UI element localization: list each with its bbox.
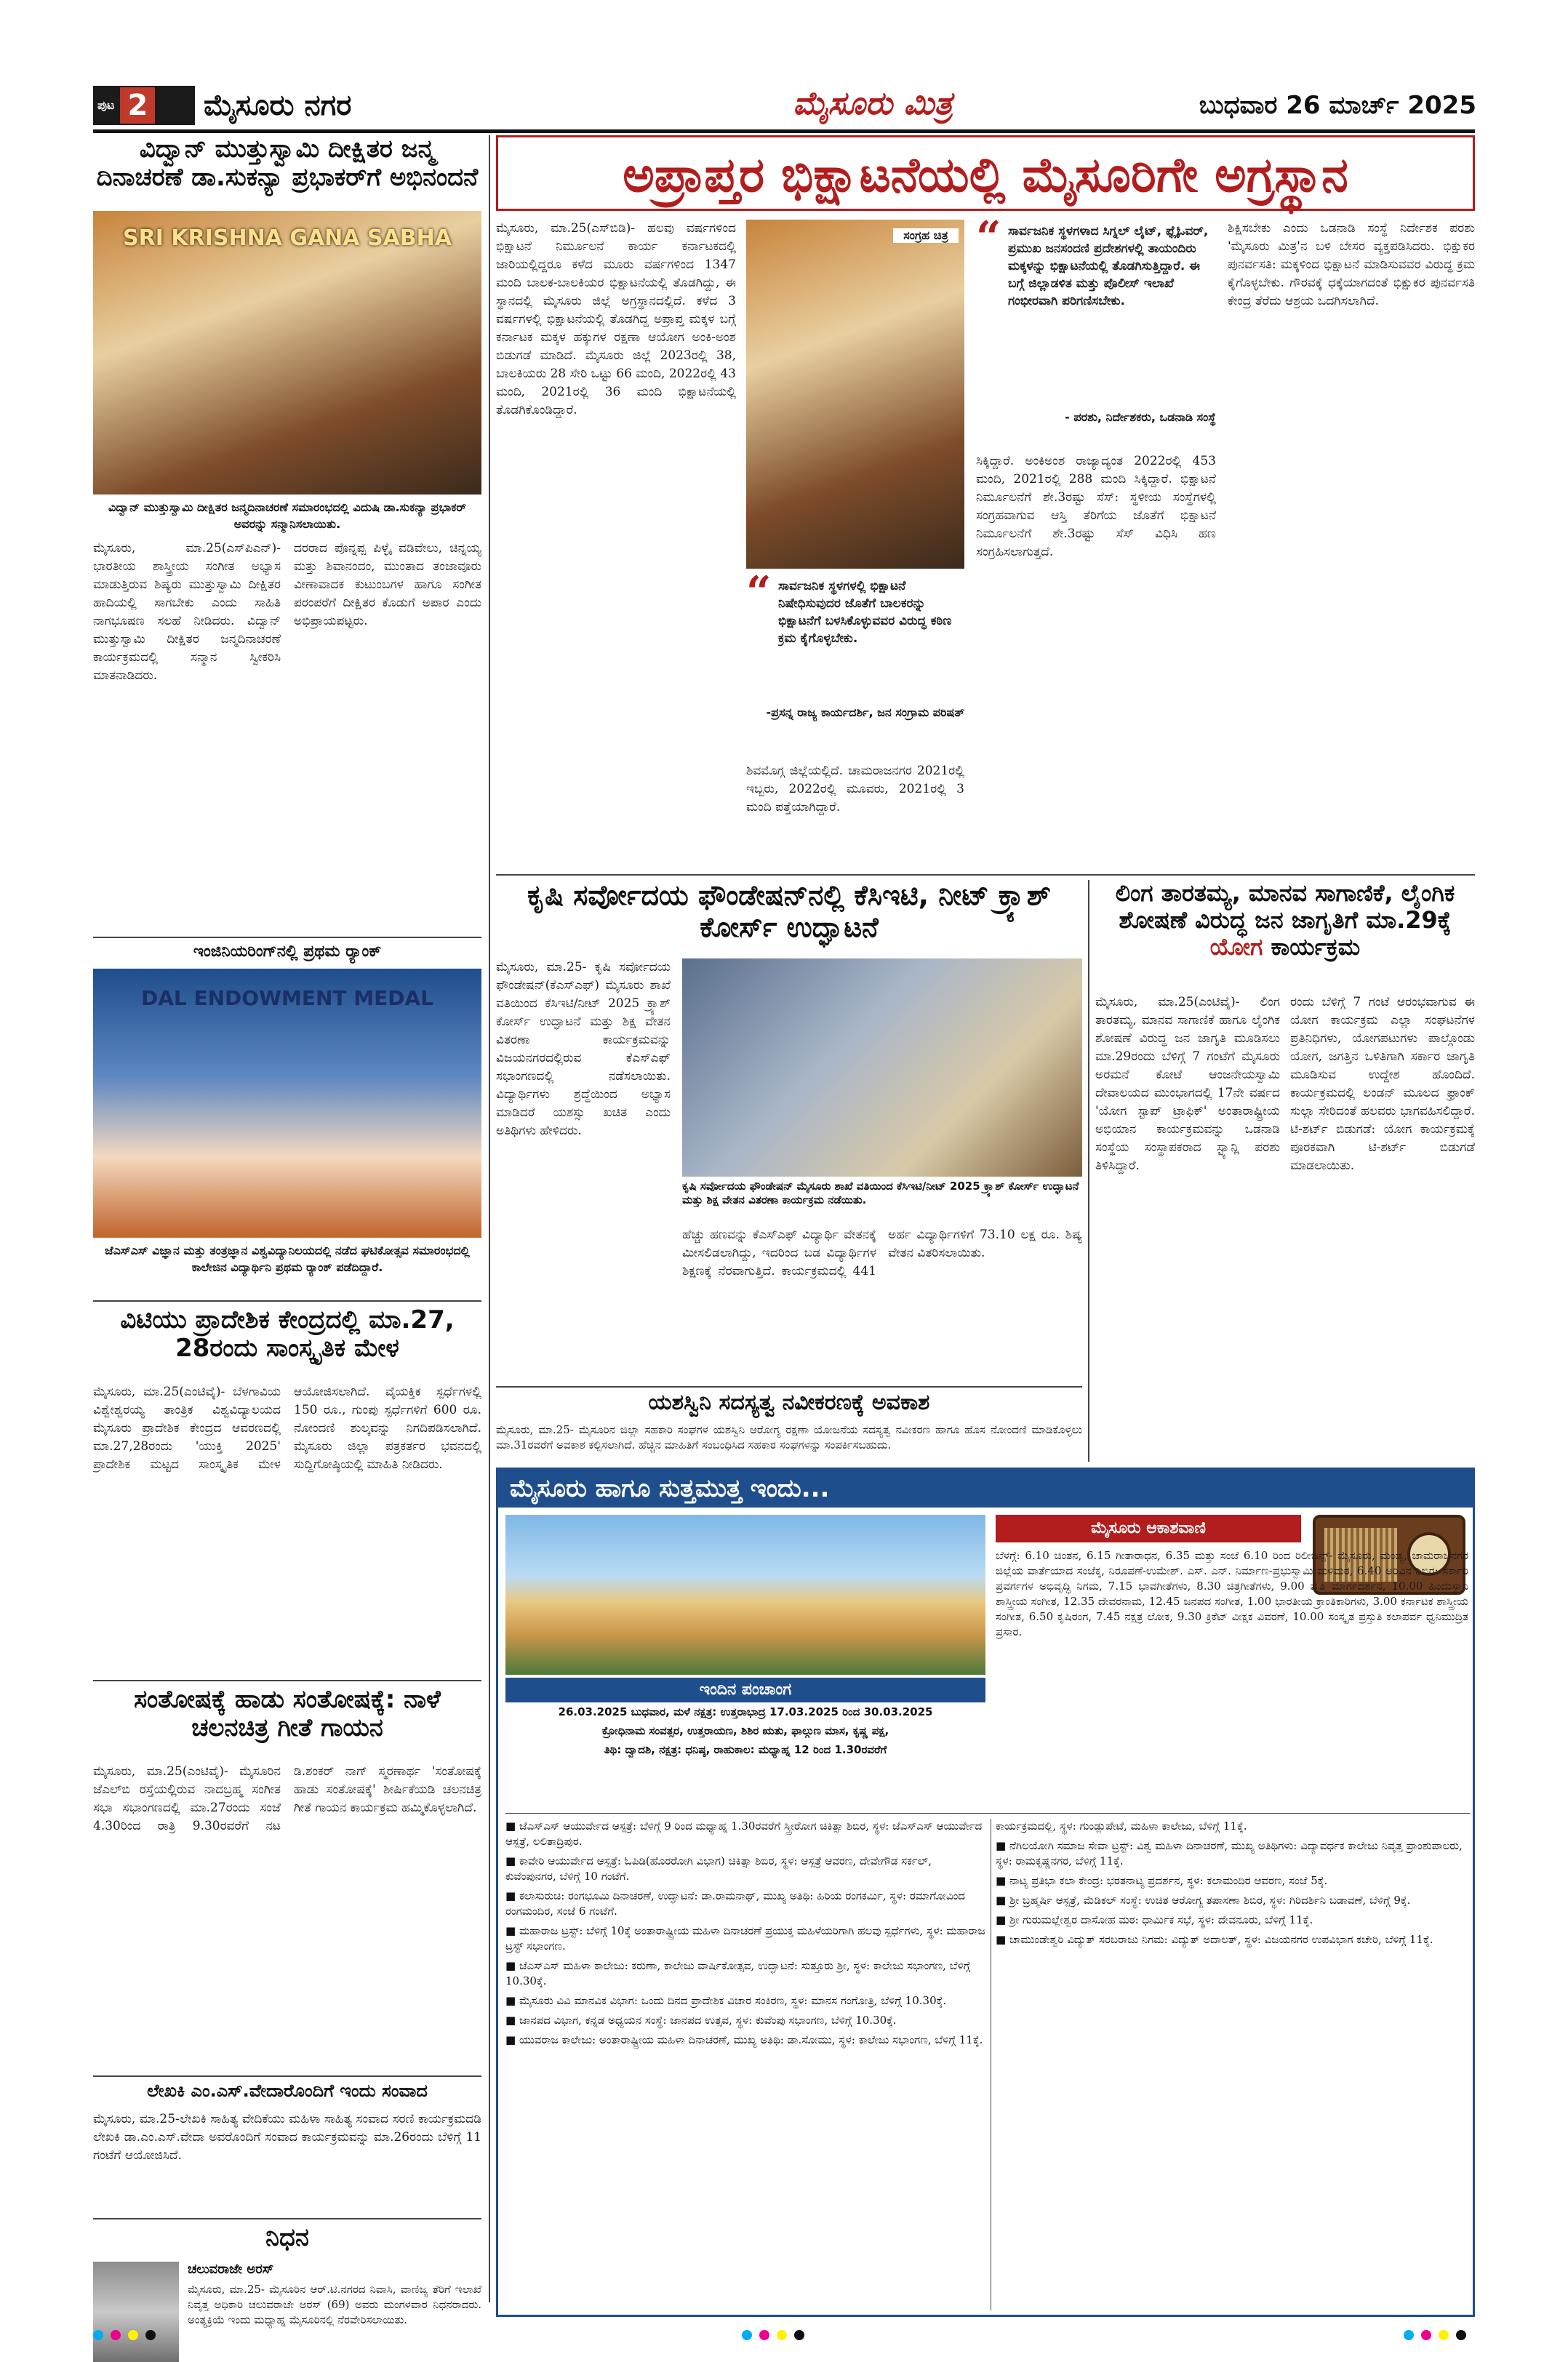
mid-story2-text: ಮೈಸೂರು, ಮಾ.25- ಮೈಸೂರಿನ ಜಿಲ್ಲಾ ಸಹಕಾರಿ ಸಂಘಗಳ ಯಶಸ್ವಿನಿ ಆರೋಗ್ಯ ರಕ್ಷಣಾ ಯೋಜನೆಯ ಸದಸ್ಯತ್ವ ನವೀಕರಣ ಹಾಗೂ ಹೊಸ ನೋಂದಣಿ ಮಾಡಿಕೊಳ್ಳಲು ಮಾ.31ರವರೆಗೆ ಅವಕಾಶ ಕಲ್ಪಿಸಲಾಗಿದೆ. ಹೆಚ್ಚಿನ ಮಾಹಿತಿಗೆ ಸಂಬಂಧಿಸಿದ ಸಹಕಾರ ಸಂಘಗಳನ್ನು ಸಂಪರ್ಕಿಸಬಹುದು. (496, 1423, 1082, 1452)
lead-headline: ಅಪ್ರಾಪ್ತರ ಭಿಕ್ಷಾಟನೆಯಲ್ಲಿ ಮೈಸೂರಿಗೇ ಅಗ್ರಸ್ಥಾನ (496, 135, 1475, 211)
registration-marks-left (93, 2330, 156, 2340)
masthead: ಮೈಸೂರು ಮಿತ್ರ (793, 85, 953, 122)
registration-marks-center (742, 2330, 804, 2340)
event-item: ■ ಮೈಸೂರು ವಿವಿ ಮಾನವಿಕ ವಿಭಾಗ: ಒಂದು ದಿನದ ಪ್ರಾದೇಶಿಕ ವಿಚಾರ ಸಂಕಿರಣ, ಸ್ಥಳ: ಮಾನಸ ಗಂಗೋತ್ರಿ, ಬೆಳಿಗ್ಗೆ 10.30ಕ್ಕೆ. (505, 1994, 947, 2007)
right-story-text-b: ರಂದು ಬೆಳಿಗ್ಗೆ 7 ಗಂಟೆ ಆರಂಭವಾಗುವ ಈ ಯೋಗ ಕಾರ್ಯಕ್ರಮ ಎಲ್ಲಾ ಸಂಘಟನೆಗಳ ಪ್ರತಿನಿಧಿಗಳು, ಯೋಗಪಟುಗಳು ಪಾಲ್ಗೊಂಡು ಯೋಗ, ಜಗತ್ತಿನ ಒಳಿತಿಗಾಗಿ ಸರ್ಕಾರ ಜಾಗೃತಿ ಮೂಡಿಸುವ ಉದ್ದೇಶ ಹೊಂದಿದೆ. ಕಾರ್ಯಕ್ರಮದಲ್ಲಿ ಲಂಡನ್ ಮೂಲದ ಫ್ರಾಂಕ್ ಸುಲ್ಲಾ ಸೇರಿದಂತೆ ಹಲವರು ಭಾಗವಹಿಸಲಿದ್ದಾರೆ. ಟಿ-ಶರ್ಟ್ ಬಿಡುಗಡೆ: ಯೋಗ ಕಾರ್ಯಕ್ರಮಕ್ಕೆ ಪೂರಕವಾಗಿ ಟಿ-ಶರ್ಟ್ ಬಿಡುಗಡೆ ಮಾಡಲಾಯಿತು. (1290, 995, 1475, 1173)
story1-photo (93, 211, 481, 495)
col1-rule-1 (93, 937, 481, 938)
story2-photo-banner: DAL ENDOWMENT MEDAL (140, 986, 433, 1010)
column-divider-2 (1088, 880, 1089, 1462)
page-label: ಪುಟ (97, 98, 115, 112)
panchanga-line-2: ಕ್ರೋಧಿನಾಮ ಸಂವತ್ಸರ, ಉತ್ತರಾಯಣ, ಶಿಶಿರ ಋತು, ಫಾಲ್ಗುಣ ಮಾಸ, ಕೃಷ್ಣ ಪಕ್ಷ, (601, 1724, 889, 1737)
magenta-dot-icon (759, 2330, 769, 2340)
right-column (1095, 880, 1475, 1462)
event-item: ■ ಶ್ರೀ ಗುರುಮಲ್ಲೇಶ್ವರ ದಾಸೋಹ ಮಠ: ಧಾರ್ಮಿಕ ಸಭೆ, ಸ್ಥಳ: ದೇವನೂರು, ಬೆಳಿಗ್ಗೆ 11ಕ್ಕೆ. (996, 1913, 1313, 1926)
lead-quote1-attr: -ಪ್ರಸನ್ನ ರಾಜ್ಯ ಕಾರ್ಯದರ್ಶಿ, ಜನ ಸಂಗ್ರಾಮ ಪರಿಷತ್ (766, 705, 964, 719)
yellow-dot-icon (1439, 2330, 1449, 2340)
header-rule (93, 129, 1475, 133)
mid-left-column (496, 880, 1082, 1462)
lead-story (496, 135, 1475, 870)
registration-marks-right (1404, 2330, 1466, 2340)
lead-quote2-box (976, 212, 1216, 445)
quote-open-icon: “ (746, 567, 772, 618)
mid-story1-text-a: ಮೈಸೂರು, ಮಾ.25- ಕೃಷಿ ಸರ್ವೋದಯ ಫೌಂಡೇಷನ್(ಕೆಎಸ್‌ಎಫ್) ಮೈಸೂರು ಶಾಖೆ ವತಿಯಿಂದ ಕೆಸಿಇಟಿ/ನೀಟ್ 2025 ಕ್ರ್ಯಾಶ್ ಕೋರ್ಸ್ ಉದ್ಘಾಟನೆ ಮತ್ತು ಶಿಕ್ಷ ವೇತನ ವಿತರಣಾ ಕಾರ್ಯಕ್ರಮವನ್ನು ವಿಜಯನಗರದಲ್ಲಿರುವ ಕೆಎಸ್‌ಎಫ್ ಸಭಾಂಗಣದಲ್ಲಿ ನಡೆಸಲಾಯಿತು. ವಿದ್ಯಾರ್ಥಿಗಳು ಶ್ರದ್ಧೆಯಿಂದ ಅಭ್ಯಾಸ ಮಾಡಿದರೆ ಯಶಸ್ಸು ಖಚಿತ ಎಂದು ಅತಿಥಿಗಳು ಹೇಳಿದರು. (496, 960, 671, 1138)
today-inner-rule (505, 1813, 1470, 1814)
event-item: ■ ಚಾಮುಂಡೇಶ್ವರಿ ವಿದ್ಯುತ್ ಸರಬರಾಜು ನಿಗಮ: ವಿದ್ಯುತ್ ಅದಾಲತ್, ಸ್ಥಳ: ವಿಜಯನಗರ ಉಪವಿಭಾಗ ಕಚೇರಿ, ಬೆಳಿಗ್ಗೆ 11ಕ್ಕೆ. (996, 1933, 1433, 1946)
lead-text-a: ಮೈಸೂರು, ಮಾ.25(ಎಸ್‌ಬಿಡಿ)- ಹಲವು ವರ್ಷಗಳಿಂದ ಭಿಕ್ಷಾಟನೆ ನಿರ್ಮೂಲನೆ ಕಾರ್ಯ ಕರ್ನಾಟಕದಲ್ಲಿ ಜಾರಿಯಲ್ಲಿದ್ದರೂ ಕಳೆದ ಮೂರು ವರ್ಷಗಳಿಂದ 1347 ಮಂದಿ ಬಾಲಕ-ಬಾಲಕಿಯರ ಭಿಕ್ಷಾಟನೆಯಲ್ಲಿ ತೊಡಗಿದ್ದು, ಈ ಸ್ಥಾನದಲ್ಲಿ ಮೈಸೂರು ಜಿಲ್ಲೆ ಅಗ್ರಸ್ಥಾನದಲ್ಲಿದೆ. ಕಳೆದ 3 ವರ್ಷಗಳಲ್ಲಿ ಭಿಕ್ಷಾಟನೆಯಲ್ಲಿ ತೊಡಗಿದ್ದ ಅಪ್ರಾಪ್ತ ಮಕ್ಕಳ ಬಗ್ಗೆ ಕರ್ನಾಟಕ ಮಕ್ಕಳ ಹಕ್ಕುಗಳ ರಕ್ಷಣಾ ಆಯೋಗ ಅಂಕಿ-ಅಂಶ ಬಿಡುಗಡೆ ಮಾಡಿದೆ. ಮೈಸೂರು ಜಿಲ್ಲೆ 2023ರಲ್ಲಿ 38, ಬಾಲಕಿಯರು 28 ಸೇರಿ ಒಟ್ಟು 66 ಮಂದಿ, 2022ರಲ್ಲಿ 43 ಮಂದಿ, 2021ರಲ್ಲಿ 36 ಮಂದಿ ಭಿಕ್ಷಾಟನೆಯಲ್ಲಿ ತೊಡಗಿಕೊಂಡಿದ್ದಾರೆ. (496, 221, 736, 417)
story5-headline: ಲೇಖಕಿ ಎಂ.ಎಸ್.ವೇದಾರೊಂದಿಗೆ ಇಂದು ಸಂವಾದ (147, 2081, 428, 2101)
event-item: ■ ಶ್ರೀ ಬ್ರಹ್ಮರ್ಷಿ ಆಸ್ಪತ್ರೆ, ಮೆಡಿಕಲ್ ಸಂಸ್ಥೆ: ಉಚಿತ ಆರೋಗ್ಯ ತಪಾಸಣಾ ಶಿಬಿರ, ಸ್ಥಳ: ಗಿರಿದರ್ಶಿನಿ ಬಡಾವಣೆ, ಬೆಳಿಗ್ಗೆ 9ಕ್ಕೆ. (996, 1894, 1411, 1907)
black-dot-icon (794, 2330, 804, 2340)
obituary-name: ಚಲುವರಾಜೇ ಅರಸ್ (188, 2262, 274, 2277)
obituary-headline: ನಿಧನ (265, 2224, 309, 2252)
panchanga-line-1: 26.03.2025 ಬುಧವಾರ, ಮಳೆ ನಕ್ಷತ್ರ: ಉತ್ತರಾಭಾದ್ರ 17.03.2025 ರಿಂದ 30.03.2025 (558, 1705, 933, 1718)
obituary-photo (93, 2262, 179, 2362)
lead-quote1: ಸಾರ್ವಜನಿಕ ಸ್ಥಳಗಳಲ್ಲಿ ಭಿಕ್ಷಾಟನೆ ನಿಷೇಧಿಸುವುದರ ಜೊತೆಗೆ ಬಾಲಕರನ್ನು ಭಿಕ್ಷಾಟನೆಗೆ ಬಳಸಿಕೊಳ್ಳುವವರ ವಿರುದ್ಧ ಕಠಿಣ ಕ್ರಮ ಕೈಗೊಳ್ಳಬೇಕು. (778, 579, 952, 646)
today-box-title: ಮೈಸೂರು ಹಾಗೂ ಸುತ್ತಮುತ್ತ ಇಂದು... (498, 1470, 1473, 1508)
lead-text-d: ಶಿಕ್ಷಿಸಬೇಕು ಎಂದು ಒಡನಾಡಿ ಸಂಸ್ಥೆ ನಿರ್ದೇಶಕ ಪರಶು 'ಮೈಸೂರು ಮಿತ್ರ'ನ ಬಳಿ ಬೇಸರ ವ್ಯಕ್ತಪಡಿಸಿದರು. ಭಿಕ್ಷುಕರ ಪುನರ್ವಸತಿ: ಮಕ್ಕಳಿಂದ ಭಿಕ್ಷಾಟನೆ ಮಾಡಿಸುವವರ ವಿರುದ್ಧ ಕ್ರಮ ಕೈಗೊಳ್ಳಬೇಕು. ಗೌರವಕ್ಕೆ ಧಕ್ಕೆಯಾಗದಂತೆ ಭಿಕ್ಷುಕರ ಪುನರ್ವಸತಿ ಕೇಂದ್ರ ತೆರೆದು ಆಶ್ರಯ ಒದಗಿಸಲಾಗಿದೆ. (1228, 221, 1475, 308)
story3-text: ಮೈಸೂರು, ಮಾ.25(ಎಂಟಿವೈ)- ಬೆಳಗಾವಿಯ ವಿಶ್ವೇಶ್ವರಯ್ಯ ತಾಂತ್ರಿಕ ವಿಶ್ವವಿದ್ಯಾಲಯದ ಮೈಸೂರು ಪ್ರಾದೇಶಿಕ ಕೇಂದ್ರದ ಆವರಣದಲ್ಲಿ ಮಾ.27,28ರಂದು 'ಯುಕ್ತಿ 2025' ಪ್ರಾದೇಶಿಕ ಮಟ್ಟದ ಸಾಂಸ್ಕೃತಿಕ ಮೇಳ ಆಯೋಜಿಸಲಾಗಿದೆ. ವೈಯಕ್ತಿಕ ಸ್ಪರ್ಧೆಗಳಲ್ಲಿ 150 ರೂ., ಗುಂಪು ಸ್ಪರ್ಧೆಗಳಿಗೆ 600 ರೂ. ನೋಂದಣಿ ಶುಲ್ಕವನ್ನು ನಿಗದಿಪಡಿಸಲಾಗಿದೆ. ಮೈಸೂರು ಜಿಲ್ಲಾ ಪತ್ರಕರ್ತರ ಭವನದಲ್ಲಿ ಸುದ್ದಿಗೋಷ್ಠಿಯಲ್ಲಿ ಮಾಹಿತಿ ನೀಡಿದರು. (93, 1385, 481, 1472)
story3-headline: ವಿಟಿಯು ಪ್ರಾದೇಶಿಕ ಕೇಂದ್ರದಲ್ಲಿ ಮಾ.27, 28ರಂದು ಸಾಂಸ್ಕೃತಿಕ ಮೇಳ (120, 1306, 455, 1364)
mid-story1-text-b: ಹೆಚ್ಚು ಹಣವನ್ನು ಕೆಎಸ್‌ಎಫ್ ವಿದ್ಯಾರ್ಥಿ ವೇತನಕ್ಕೆ ಮೀಸಲಿಡಲಾಗಿದ್ದು, ಇದರಿಂದ ಬಡ ವಿದ್ಯಾರ್ಥಿಗಳ ಶಿಕ್ಷಣಕ್ಕೆ ನೆರವಾಗುತ್ತಿದೆ. ಕಾರ್ಯಕ್ರಮದಲ್ಲಿ 441 ಅರ್ಹ ವಿದ್ಯಾರ್ಥಿಗಳಿಗೆ 73.10 ಲಕ್ಷ ರೂ. ಶಿಷ್ಯ ವೇತನ ವಿತರಿಸಲಾಯಿತು. (682, 1228, 1082, 1278)
story4-text: ಮೈಸೂರು, ಮಾ.25(ಎಂಟಿವೈ)- ಮೈಸೂರಿನ ಜೆಎಲ್‌ಬಿ ರಸ್ತೆಯಲ್ಲಿರುವ ನಾದಬ್ರಹ್ಮ ಸಂಗೀತ ಸಭಾ ಸಭಾಂಗಣದಲ್ಲಿ ಮಾ.27ರಂದು ಸಂಜೆ 4.30ರಿಂದ ರಾತ್ರಿ 9.30ರವರೆಗೆ ನಟ ಡಿ.ಶಂಕರ್ ನಾಗ್ ಸ್ಮರಣಾರ್ಥ 'ಸಂತೋಷಕ್ಕೆ ಹಾಡು ಸಂತೋಷಕ್ಕೆ' ಶೀರ್ಷಿಕೆಯಡಿ ಚಲನಚಿತ್ರ ಗೀತೆ ಗಾಯನ ಕಾರ್ಯಕ್ರಮ ಹಮ್ಮಿಕೊಳ್ಳಲಾಗಿದೆ. (93, 1764, 481, 1833)
lead-photo (746, 220, 964, 569)
column-divider-1 (489, 135, 490, 2302)
headline-highlight: ಯೋಗ (1209, 932, 1263, 961)
mid-story1-headline: ಕೃಷಿ ಸರ್ವೋದಯ ಫೌಂಡೇಷನ್‌ನಲ್ಲಿ ಕೆಸಿಇಟಿ, ನೀಟ್ ಕ್ರ್ಯಾಶ್ ಕೋರ್ಸ್ ಉದ್ಘಾಟನೆ (527, 880, 1051, 943)
cyan-dot-icon (1404, 2330, 1414, 2340)
lead-photo-tag: ಸಂಗ್ರಹ ಚಿತ್ರ (893, 228, 959, 243)
story4-headline: ಸಂತೋಷಕ್ಕೆ ಹಾಡು ಸಂತೋಷಕ್ಕೆ: ನಾಳೆ ಚಲನಚಿತ್ರ ಗೀತೆ ಗಾಯನ (134, 1686, 441, 1743)
event-item: ■ ಜೆಎಸ್‌ಎಸ್ ಮಹಿಳಾ ಕಾಲೇಜು: ಕರುಣಾ, ಕಾಲೇಜು ವಾರ್ಷಿಕೋತ್ಸವ, ಉದ್ಘಾಟನೆ: ಸುತ್ತೂರು ಶ್ರೀ, ಸ್ಥಳ: ಕಾಲೇಜು ಸಭಾಂಗಣ, ಬೆಳಿಗ್ಗೆ 10.30ಕ್ಕೆ. (505, 1959, 971, 1987)
lead-bottom-rule (496, 874, 1475, 876)
today-box (496, 1468, 1475, 2317)
event-item: ■ ಮಹಾರಾಜ ಟ್ರಸ್ಟ್: ಬೆಳಿಗ್ಗೆ 10ಕ್ಕೆ ಅಂತಾರಾಷ್ಟ್ರೀಯ ಮಹಿಳಾ ದಿನಾಚರಣೆ ಪ್ರಯುಕ್ತ ಮಹಿಳೆಯರಿಗಾಗಿ ಹಲವು ಸ್ಪರ್ಧೆಗಳು, ಸ್ಥಳ: ಮಹಾರಾಜ ಟ್ರಸ್ಟ್ ಸಭಾಂಗಣ. (505, 1924, 985, 1953)
page-header (0, 0, 1568, 122)
issue-date: ಬುಧವಾರ 26 ಮಾರ್ಚ್ 2025 (1199, 91, 1476, 120)
col1-rule-2 (93, 1300, 481, 1302)
right-story-headline: ಲಿಂಗ ತಾರತಮ್ಯ, ಮಾನವ ಸಾಗಾಣಿಕೆ, ಲೈಂಗಿಕ ಶೋಷಣೆ ವಿರುದ್ಧ ಜನ ಜಾಗೃತಿಗೆ ಮಾ.29ಕ್ಕೆ ಯೋಗ ಕಾರ್ಯಕ್ರಮ (1115, 880, 1455, 961)
mid-rule (496, 1386, 1082, 1388)
magenta-dot-icon (111, 2330, 121, 2340)
lead-text-b: ಶಿವಮೊಗ್ಗ ಜಿಲ್ಲೆಯಲ್ಲಿದೆ. ಚಾಮರಾಜನಗರ 2021ರಲ್ಲಿ ಇಬ್ಬರು, 2022ರಲ್ಲಿ ಮೂವರು, 2021ರಲ್ಲಿ 3 ಮಂದಿ ಪತ್ತೆಯಾಗಿದ್ದಾರೆ. (746, 764, 964, 814)
story1-photo-banner: SRI KRISHNA GANA SABHA (123, 225, 452, 251)
story1-text-b: ದರರಾದ ಪೊನ್ನಪ್ಪ ಪಿಳ್ಳೈ ವಡಿವೇಲು, ಚಿನ್ನಯ್ಯ ಮತ್ತು ಶಿವಾನಂದಂ, ಮುಂತಾದ ತಂಜಾವೂರು ವೀಣಾವಾದಕ ಕುಟುಂಬಗಳ ಹಾಗೂ ಸಂಗೀತ ಪರಂಪರೆಗೆ ದೀಕ್ಷಿತರ ಕೊಡುಗೆ ಅಪಾರ ಎಂದು ಅಭಿಪ್ರಾಯಪಟ್ಟರು. (294, 541, 481, 628)
lead-text-c: ಸಿಕ್ಕಿದ್ದಾರೆ. ಅಂಕಿಅಂಶ ರಾಜ್ಯಾದ್ಯಂತ 2022ರಲ್ಲಿ 453 ಮಂದಿ, 2021ರಲ್ಲಿ 288 ಮಂದಿ ಸಿಕ್ಕಿದ್ದಾರೆ. ಭಿಕ್ಷಾಟನೆ ನಿರ್ಮೂಲನೆಗೆ ಶೇ.3ರಷ್ಟು ಸೆಸ್: ಸ್ಥಳೀಯ ಸಂಸ್ಥೆಗಳಲ್ಲಿ ಸಂಗ್ರಹವಾಗುವ ಆಸ್ತಿ ತೆರಿಗೆಯ ಜೊತೆಗೆ ಭಿಕ್ಷಾಟನೆ ನಿರ್ಮೂಲನೆಗೆ ಶೇ.3ರಷ್ಟು ಸೆಸ್ ವಿಧಿಸಿ ಹಣ ಸಂಗ್ರಹಿಸಲಾಗುತ್ತದೆ. (976, 454, 1216, 559)
radio-title: ಮೈಸೂರು ಆಕಾಶವಾಣಿ (996, 1515, 1301, 1542)
story1-headline: ವಿದ್ವಾನ್ ಮುತ್ತುಸ್ವಾಮಿ ದೀಕ್ಷಿತರ ಜನ್ಮ ದಿನಾಚರಣೆ ಡಾ.ಸುಕನ್ಯಾ ಪ್ರಭಾಕರ್‌ಗೆ ಅಭಿನಂದನೆ (96, 135, 479, 193)
story2-photo (93, 969, 481, 1238)
radio-schedule: ಬೆಳಗ್ಗೆ: 6.10 ಚಿಂತನ, 6.15 ಗೀತಾರಾಧನ, 6.35 ಮತ್ತು ಸಂಜೆ 6.10 ರಿಂದ ರಿಲೀಜನ್ಸ್- ಮೈಸೂರು, ಮಂಡ್ಯ, ಚಾಮರಾಜನಗರ ಜಿಲ್ಲೆಯ ವಾರ್ತೆಯಾದ ಸಂಜೆಕ್ಕ, ನಿರೂಪಣೆ-ಉಮೇಶ್. ಎಸ್. ಎನ್. ನಿರ್ಮಾಣ-ಪ್ರಭುಸ್ವಾಮಿ ಮಳಿಮಠ, 6.40 ಅರಿವಿನ ಶಿಬಿರ: ಸರ್ಕಾರಿ ಪ್ರವರ್ಗಗಳ ಅಭಿವೃದ್ಧಿ ನಿಗಮ, 7.15 ಭಾವಗೀತೆಗಳು, 8.30 ಚಿತ್ರಗೀತೆಗಳು, 9.00 ವೃತ್ತಿ ಮಾರ್ಗದರ್ಶನ, 10.00 ಹಿಂದುಸ್ಥಾನಿ ಶಾಸ್ತ್ರೀಯ ಸಂಗೀತ, 12.35 ದೇವರನಾಮ, 12.45 ಜನಪದ ಸಂಗೀತ, 1.00 ಭಾರತೀಯ ಕ್ರಾಂತಿಕಾರಿಗಳು, 3.00 ಕರ್ನಾಟಕ ಶಾಸ್ತ್ರೀಯ ಸಂಗೀತ, 6.50 ಕೃಷಿರಂಗ, 7.45 ನಕ್ಷತ್ರ ಲೋಕ, 9.30 ಕ್ರಿಕೆಟ್ ವೀಕ್ಷಕ ವಿವರಣೆ, 10.00 ಸಂಸ್ಕೃತ ಪ್ರಸ್ತುತಿ ಕಲಾಪರ್ವ ಧ್ವನಿಮುದ್ರಿತ ಪ್ರಸಾರ. (996, 1549, 1468, 1638)
event-item: ಕಾರ್ಯಕ್ರಮದಲ್ಲಿ, ಸ್ಥಳ: ಗುಂಡ್ಲುಪೇಟೆ, ಮಹಿಳಾ ಕಾಲೇಜು, ಬೆಳಿಗ್ಗೆ 11ಕ್ಕೆ. (996, 1819, 1247, 1833)
quote-open-icon: “ (976, 212, 1001, 263)
cyan-dot-icon (93, 2330, 103, 2340)
story1-caption: ವಿದ್ವಾನ್ ಮುತ್ತುಸ್ವಾಮಿ ದೀಕ್ಷಿತರ ಜನ್ಮದಿನಾಚರಣೆ ಸಮಾರಂಭದಲ್ಲಿ ವಿದುಷಿ ಡಾ.ಸುಕನ್ಯಾ ಪ್ರಭಾಕರ್ ಅವರನ್ನು ಸನ್ಮಾನಿಸಲಾಯಿತು. (108, 500, 467, 531)
yellow-dot-icon (777, 2330, 787, 2340)
lead-quote2-attr: - ಪರಶು, ನಿರ್ದೇಶಕರು, ಒಡನಾಡಿ ಸಂಸ್ಥೆ (1065, 410, 1216, 424)
panchanga-line-3: ತಿಥಿ: ದ್ವಾದಶಿ, ನಕ್ಷತ್ರ: ಧನಿಷ್ಠ, ರಾಹುಕಾಲ: ಮಧ್ಯಾಹ್ನ 12 ರಿಂದ 1.30ರವರೆಗೆ (604, 1743, 887, 1756)
magenta-dot-icon (1421, 2330, 1431, 2340)
lead-quote2: ಸಾರ್ವಜನಿಕ ಸ್ಥಳಗಳಾದ ಸಿಗ್ನಲ್ ಲೈಟ್, ಫ್ಲೈಓವರ್, ಪ್ರಮುಖ ಜನಸಂದಣಿ ಪ್ರದೇಶಗಳಲ್ಲಿ ತಾಯಂದಿರು ಮಕ್ಕಳನ್ನು ಭಿಕ್ಷಾಟನೆಯಲ್ಲಿ ತೊಡಗಿಸುತ್ತಿದ್ದಾರೆ. ಈ ಬಗ್ಗೆ ಜಿಲ್ಲಾಡಳಿತ ಮತ್ತು ಪೊಲೀಸ್ ಇಲಾಖೆ ಗಂಭೀರವಾಗಿ ಪರಿಗಣಿಸಬೇಕು. (1008, 224, 1209, 308)
mid-story1-photo (682, 958, 1082, 1177)
event-item: ■ ಕಾವೇರಿ ಆಯುರ್ವೇದ ಆಸ್ಪತ್ರೆ: ಓಪಿಡಿ(ಹೊರರೋಗಿ ವಿಭಾಗ) ಚಿಕಿತ್ಸಾ ಶಿಬಿರ, ಸ್ಥಳ: ಆಸ್ಪತ್ರೆ ಆವರಣ, ದೇವೇಗೌಡ ಸರ್ಕಲ್, ಕುವೆಂಪುನಗರ, ಬೆಳಿಗ್ಗೆ 10 ಗಂಟೆಗೆ. (505, 1854, 932, 1883)
event-item: ■ ನಾಟ್ಯ ಪ್ರತಿಭಾ ಕಲಾ ಕೇಂದ್ರ: ಭರತನಾಟ್ಯ ಪ್ರದರ್ಶನ, ಸ್ಥಳ: ಕಲಾಮಂದಿರ ಆವರಣ, ಸಂಜೆ 5ಕ್ಕೆ. (996, 1874, 1328, 1887)
section-title: ಮೈಸೂರು ನಗರ (204, 89, 352, 122)
page-label-box (93, 86, 195, 125)
black-dot-icon (1456, 2330, 1466, 2340)
page-number: 2 (120, 87, 155, 124)
event-item: ■ ನೆಗಿಲಯೋಗಿ ಸಮಾಜ ಸೇವಾ ಟ್ರಸ್ಟ್: ವಿಶ್ವ ಮಹಿಳಾ ದಿನಾಚರಣೆ, ಮುಖ್ಯ ಅತಿಥಿಗಳು: ವಿದ್ಯಾವರ್ಧಕ ಕಾಲೇಜು ನಿವೃತ್ತ ಪ್ರಾಂಶುಪಾಲರು, ಸ್ಥಳ: ರಾಮಕೃಷ್ಣನಗರ, ಬೆಳಿಗ್ಗೆ 11ಕ್ಕೆ. (996, 1839, 1463, 1867)
palace-photo (505, 1515, 985, 1675)
black-dot-icon (145, 2330, 156, 2340)
mid-story2-headline: ಯಶಸ್ವಿನಿ ಸದಸ್ಯತ್ವ ನವೀಕರಣಕ್ಕೆ ಅವಕಾಶ (648, 1390, 930, 1415)
col1-rule-4 (93, 2075, 481, 2077)
yellow-dot-icon (128, 2330, 138, 2340)
story2-caption: ಜೆಎಸ್‌ಎಸ್ ವಿಜ್ಞಾನ ಮತ್ತು ತಂತ್ರಜ್ಞಾನ ವಿಶ್ವವಿದ್ಯಾನಿಲಯದಲ್ಲಿ ನಡೆದ ಘಟಿಕೋತ್ಸವ ಸಮಾರಂಭದಲ್ಲಿ ಕಾಲೇಜಿನ ವಿದ್ಯಾರ್ಥಿನಿ ಪ್ರಥಮ ರ‍್ಯಾಂಕ್ ಪಡೆದಿದ್ದಾರೆ. (105, 1244, 470, 1274)
story1-text-a: ಮೈಸೂರು, ಮಾ.25(ಎಸ್‌ಪಿಎನ್)- ಭಾರತೀಯ ಶಾಸ್ತ್ರೀಯ ಸಂಗೀತ ಅಭ್ಯಾಸ ಮಾಡುತ್ತಿರುವ ಶಿಷ್ಯರು ಮುತ್ತುಸ್ವಾಮಿ ದೀಕ್ಷಿತರ ಹಾದಿಯಲ್ಲಿ ಸಾಗಬೇಕು ಎಂದು ಸಾಹಿತಿ ನಾಗಭೂಷಣ ಸಲಹೆ ನೀಡಿದರು. ವಿದ್ವಾನ್ ಮುತ್ತುಸ್ವಾಮಿ ದೀಕ್ಷಿತರ ಜನ್ಮದಿನಾಚರಣೆ ಕಾರ್ಯಕ್ರಮದಲ್ಲಿ ಸನ್ಮಾನ ಸ್ವೀಕರಿಸಿ ಮಾತನಾಡಿದರು. (93, 541, 281, 683)
events-right (996, 1819, 1468, 2310)
lead-quote1-box (746, 567, 964, 756)
event-item: ■ ಜಾನಪದ ವಿಭಾಗ, ಕನ್ನಡ ಅಧ್ಯಯನ ಸಂಸ್ಥೆ: ಜಾನಪದ ಉತ್ಸವ, ಸ್ಥಳ: ಕುವೆಂಪು ಸಭಾಂಗಣ, ಬೆಳಿಗ್ಗೆ 10.30ಕ್ಕೆ. (505, 2014, 897, 2027)
right-story-text-a: ಮೈಸೂರು, ಮಾ.25(ಎಂಟಿವೈ)- ಲಿಂಗ ತಾರತಮ್ಯ, ಮಾನವ ಸಾಗಾಣಿಕೆ ಹಾಗೂ ಲೈಂಗಿಕ ಶೋಷಣೆ ವಿರುದ್ಧ ಜನ ಜಾಗೃತಿ ಮೂಡಿಸಲು ಮಾ.29ರಂದು ಬೆಳಿಗ್ಗೆ 7 ಗಂಟೆಗೆ ಮೈಸೂರು ಅರಮನೆ ಕೋಟೆ ಆಂಜನೇಯಸ್ವಾಮಿ ದೇವಾಲಯದ ಮುಂಭಾಗದಲ್ಲಿ 17ನೇ ವರ್ಷದ 'ಯೋಗ ಸ್ಟಾಪ್ ಟ್ರಾಫಿಕ್' ಅಂತಾರಾಷ್ಟ್ರೀಯ ಅಭಿಯಾನ ಕಾರ್ಯಕ್ರಮವನ್ನು ಒಡನಾಡಿ ಸಂಸ್ಥೆಯ ಸಂಸ್ಥಾಪಕರಾದ ಸ್ಟ್ಯಾನ್ಲಿ ಪರಶು ತಿಳಿಸಿದ್ದಾರೆ. (1095, 995, 1280, 1173)
mid-story1-photo-caption: ಕೃಷಿ ಸರ್ವೋದಯ ಫೌಂಡೇಷನ್ ಮೈಸೂರು ಶಾಖೆ ವತಿಯಿಂದ ಕೆಸಿಇಟಿ/ನೀಟ್ 2025 ಕ್ರ್ಯಾಶ್ ಕೋರ್ಸ್ ಉದ್ಘಾಟನೆ ಮತ್ತು ಶಿಕ್ಷ ವೇತನ ವಿತರಣಾ ಕಾರ್ಯಕ್ರಮ ನಡೆಯಿತು. (682, 1180, 1079, 1206)
obituary-text: ಮೈಸೂರು, ಮಾ.25- ಮೈಸೂರಿನ ಆರ್.ಟಿ.ನಗರದ ನಿವಾಸಿ, ವಾಣಿಜ್ಯ ತೆರಿಗೆ ಇಲಾಖೆ ನಿವೃತ್ತ ಅಧಿಕಾರಿ ಚಲುವರಾಜೇ ಅರಸ್ (69) ಅವರು ಮಂಗಳವಾರ ನಿಧನರಾದರು. ಅಂತ್ಯಕ್ರಿಯೆ ಇಂದು ಮಧ್ಯಾಹ್ನ ಮೈಸೂರಿನಲ್ಲಿ ನೆರವೇರಿಸಲಾಯಿತು. (188, 2283, 481, 2326)
cyan-dot-icon (742, 2330, 752, 2340)
col1-rule-5 (93, 2218, 481, 2219)
left-column (93, 135, 481, 2324)
story2-headline: ಇಂಜಿನಿಯರಿಂಗ್‌ನಲ್ಲಿ ಪ್ರಥಮ ರ‍್ಯಾಂಕ್ (193, 942, 382, 961)
event-item: ■ ಜೆಎಸ್‌ಎಸ್ ಆಯುರ್ವೇದ ಆಸ್ಪತ್ರೆ: ಬೆಳಿಗ್ಗೆ 9 ರಿಂದ ಮಧ್ಯಾಹ್ನ 1.30ರವರೆಗೆ ಸ್ತ್ರೀರೋಗ ಚಿಕಿತ್ಸಾ ಶಿಬಿರ, ಸ್ಥಳ: ಜೆಎಸ್‌ಎಸ್ ಆಯುರ್ವೇದ ಆಸ್ಪತ್ರೆ, ಲಲಿತಾದ್ರಿಪುರ. (505, 1819, 983, 1848)
story5-text: ಮೈಸೂರು, ಮಾ.25-ಲೇಖಕಿ ಸಾಹಿತ್ಯ ವೇದಿಕೆಯು ಮಹಿಳಾ ಸಾಹಿತ್ಯ ಸಂವಾದ ಸರಣಿ ಕಾರ್ಯಕ್ರಮದಡಿ ಲೇಖಕಿ ಡಾ.ಎಂ.ಎಸ್.ವೇದಾ ಅವರೊಂದಿಗೆ ಸಂವಾದ ಕಾರ್ಯಕ್ರಮವನ್ನು ಮಾ.26ರಂದು ಬೆಳಿಗ್ಗೆ 11 ಗಂಟೆಗೆ ಆಯೋಜಿಸಿದೆ. (93, 2112, 481, 2163)
events-left (505, 1819, 985, 2310)
event-item: ■ ಯುವರಾಜ ಕಾಲೇಜು: ಅಂತಾರಾಷ್ಟ್ರೀಯ ಮಹಿಳಾ ದಿನಾಚರಣೆ, ಮುಖ್ಯ ಅತಿಥಿ: ಡಾ.ಸೋಮು, ಸ್ಥಳ: ಕಾಲೇಜು ಸಭಾಂಗಣ, ಬೆಳಿಗ್ಗೆ 11ಕ್ಕೆ. (505, 2033, 983, 2046)
panchanga-title: ಇಂದಿನ ಪಂಚಾಂಗ (505, 1678, 985, 1702)
event-item: ■ ಕಲಾಸುರುಚಿ: ರಂಗಭೂಮಿ ದಿನಾಚರಣೆ, ಉದ್ಘಾಟನೆ: ಡಾ.ರಾಮನಾಥ್, ಮುಖ್ಯ ಅತಿಥಿ: ಹಿರಿಯ ರಂಗಕರ್ಮಿ, ಸ್ಥಳ: ರಮಾಗೋವಿಂದ ರಂಗಮಂದಿರ, ಸಂಜೆ 6 ಗಂಟೆಗೆ. (505, 1889, 965, 1918)
col1-rule-3 (93, 1680, 481, 1681)
